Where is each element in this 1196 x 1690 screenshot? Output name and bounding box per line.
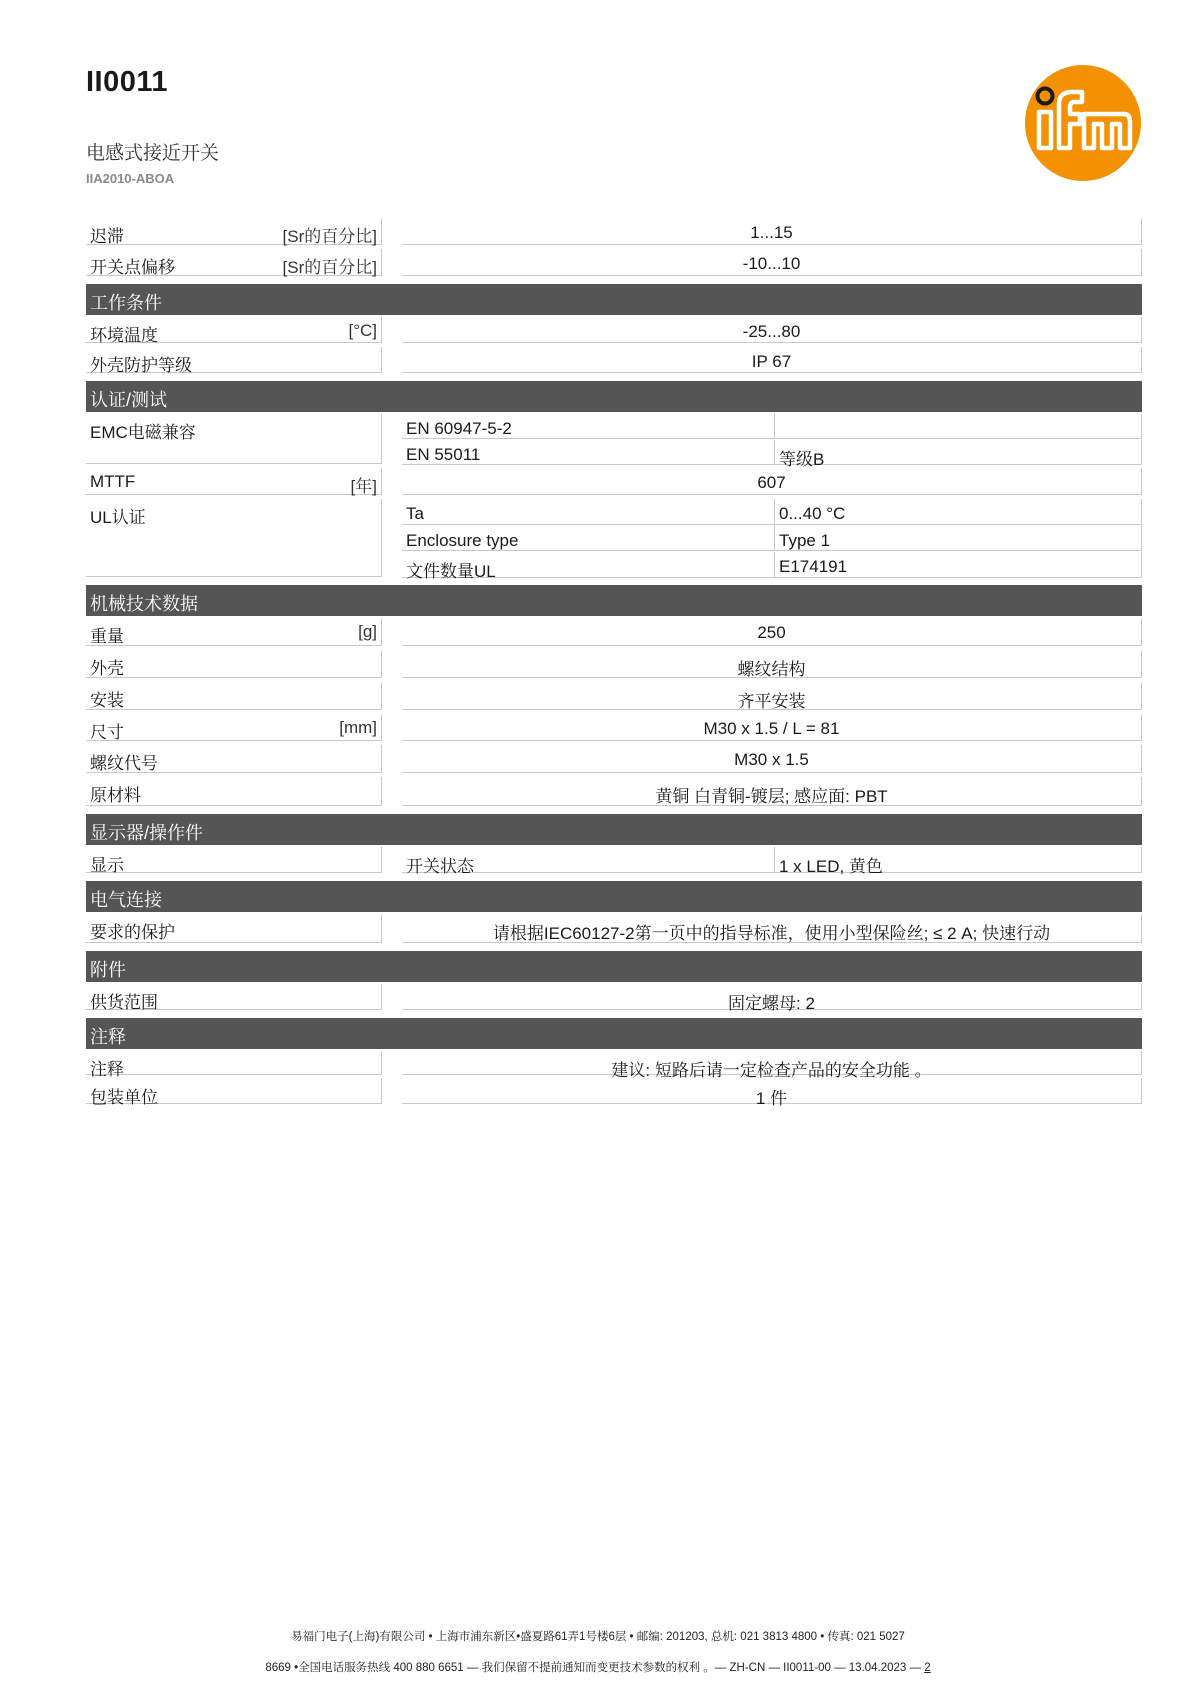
display-value: 1 x LED, 黄色 [779,857,883,876]
row-unit: [°C] [348,321,377,340]
section-header-display: 显示器/操作件 [86,814,1142,845]
display-key: 开关状态 [406,857,474,876]
ul-key: Ta [406,504,424,523]
ul-value: Type 1 [779,531,831,550]
section-header-certification: 认证/测试 [86,381,1142,412]
ul-key: 文件数量UL [406,562,496,581]
spec-row-switch-point-drift [86,249,1142,280]
spec-row-display [86,847,1142,877]
row-unit: [Sr的百分比] [282,227,377,246]
row-label: 外壳防护等级 [90,356,192,375]
row-label: 安装 [90,691,124,710]
row-label: UL认证 [90,508,146,527]
row-value: 固定螺母: 2 [728,994,815,1013]
row-value: -25...80 [742,322,801,341]
row-value: 黄铜 白青铜-镀层; 感应面: PBT [655,787,888,806]
spec-row-ul [86,499,1142,581]
product-description: 电感式接近开关 [86,143,220,164]
ul-key: Enclosure type [406,531,519,550]
row-value: 607 [757,473,786,492]
row-label: 显示 [90,856,124,875]
row-label: 要求的保护 [90,923,175,942]
section-header-accessories: 附件 [86,951,1142,982]
row-value: 1...15 [750,223,793,242]
row-label: 螺纹代号 [90,754,158,773]
spec-table [86,218,1142,1108]
footer-legal-text: 8669 •全国电话服务热线 400 880 6651 — 我们保留不提前通知而变更技术参数的权利 。— ZH-CN — II0011-00 — 13.04.2023 — [265,1662,925,1674]
ifm-logo-icon [1024,64,1142,182]
row-label: 外壳 [90,659,124,678]
spec-row-scope-of-delivery [86,984,1142,1014]
page-title: II0011 [86,66,169,98]
row-unit: [年] [350,477,377,496]
row-value: 请根据IEC60127-2第一页中的指导标准，使用小型保险丝; ≤ 2 A; 快速行动 [492,924,1051,943]
spec-row-ambient-temperature [86,317,1142,347]
spec-row-packaging-unit [86,1079,1142,1108]
section-header-working-conditions: 工作条件 [86,284,1142,315]
row-label: 迟滞 [90,227,124,246]
spec-row-mounting [86,682,1142,714]
emc-standard: EN 55011 [406,445,481,464]
spec-row-housing [86,650,1142,682]
spec-row-materials [86,777,1142,810]
row-unit: [mm] [339,718,377,737]
row-value: 螺纹结构 [737,660,806,679]
row-label: 开关点偏移 [90,258,175,277]
row-unit: [g] [358,622,377,641]
spec-row-thread [86,745,1142,777]
spec-row-notes [86,1051,1142,1079]
footer-page-number: 2 [924,1662,931,1674]
row-value: 齐平安装 [737,692,806,711]
row-value: 1 件 [755,1089,788,1108]
section-header-electrical: 电气连接 [86,881,1142,912]
row-label: 包装单位 [90,1088,158,1107]
emc-standard-value: 等级B [779,450,825,469]
spec-row-emc [86,414,1142,468]
row-label: MTTF [90,472,136,491]
spec-row-hysteresis [86,218,1142,249]
row-value: IP 67 [751,352,792,371]
row-value: M30 x 1.5 / L = 81 [703,719,840,738]
row-label: 注释 [90,1060,124,1079]
section-header-notes: 注释 [86,1018,1142,1049]
spec-row-protection-rating [86,347,1142,377]
spec-row-dimensions [86,714,1142,745]
row-value: 250 [757,623,786,642]
footer-legal [0,1659,1196,1675]
section-header-mechanical: 机械技术数据 [86,585,1142,616]
row-label: 供货范围 [90,993,158,1012]
row-label: 重量 [90,627,124,646]
row-unit: [Sr的百分比] [282,258,377,277]
footer-address: 易福门电子(上海)有限公司 • 上海市浦东新区•盛夏路61弄1号楼6层 • 邮编: 201203, 总机: 021 3813 4800 • 传真: 021 5027 [291,1631,905,1643]
row-label: 原材料 [90,786,141,805]
row-label: 环境温度 [90,326,158,345]
spec-row-weight [86,618,1142,650]
emc-standard: EN 60947-5-2 [406,419,512,438]
row-label: 尺寸 [90,723,124,742]
product-code: IIA2010-ABOA [86,171,175,186]
row-value: -10...10 [742,254,801,273]
row-value: M30 x 1.5 [734,750,809,769]
spec-row-required-protection [86,914,1142,947]
spec-row-mttf [86,468,1142,499]
ul-value: E174191 [779,557,848,576]
row-value: 建议: 短路后请一定检查产品的安全功能 。 [611,1061,932,1080]
ul-value: 0...40 °C [779,504,846,523]
row-label: EMC电磁兼容 [90,423,196,442]
